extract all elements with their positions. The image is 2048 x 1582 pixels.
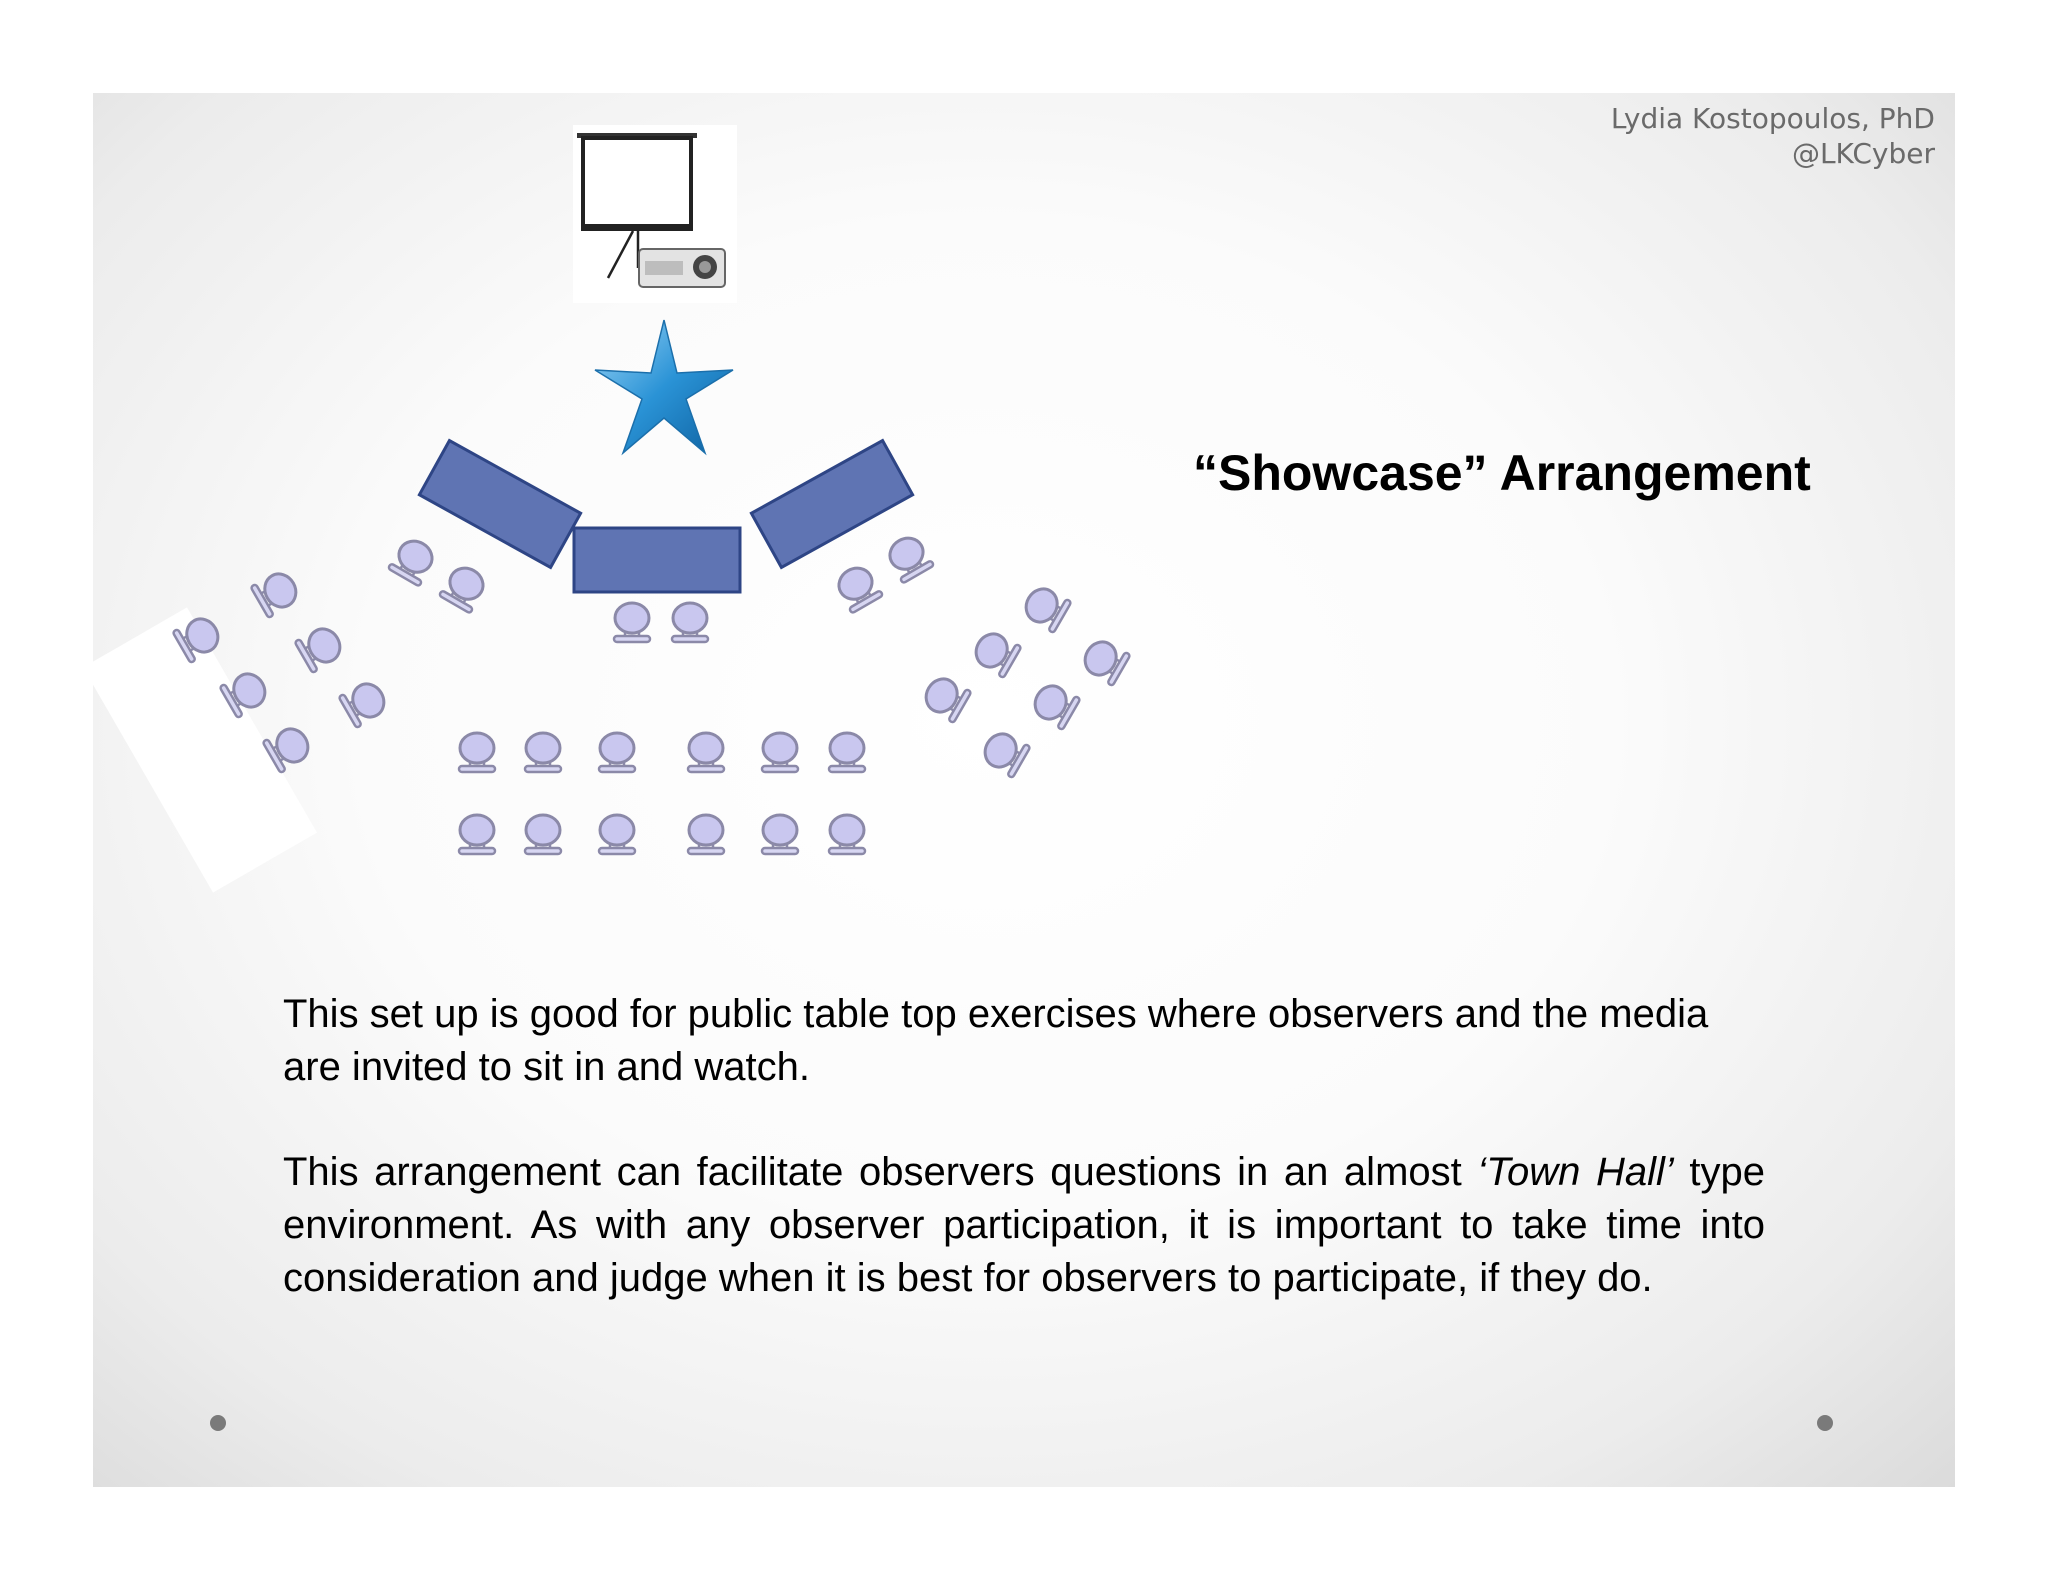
chair-icon (459, 815, 495, 854)
chair-icon (832, 562, 883, 614)
chair-icon (970, 627, 1022, 678)
chair-icon (388, 535, 439, 587)
chair-icon (829, 815, 865, 854)
body-paragraph-1: This set up is good for public table top exercises where observers and the media are invited to sit in and watch. (283, 992, 1709, 1089)
chair-icon (525, 815, 561, 854)
chair-icon (688, 733, 724, 772)
chair-icon (829, 733, 865, 772)
chair-icon (295, 622, 347, 673)
decorative-dot-right (1817, 1415, 1833, 1431)
chair-icon (762, 815, 798, 854)
chair-icon (459, 733, 495, 772)
author-name: Lydia Kostopoulos, PhD (1610, 102, 1935, 135)
chair-icon (251, 567, 303, 618)
chair-icon (339, 677, 391, 728)
slide-title: “Showcase” Arrangement (1193, 445, 1811, 501)
table-right (751, 441, 912, 568)
chair-icon (979, 727, 1031, 778)
chair-icon (599, 733, 635, 772)
paragraph-2-start: This arrangement can facilitate observers questions in an almost (283, 1150, 1478, 1194)
decorative-dot-left (210, 1415, 226, 1431)
star-icon (595, 320, 733, 453)
chair-icon (688, 815, 724, 854)
slide (93, 93, 1955, 1487)
paragraph-2-end: type environment. As with any observer participation, it is important to take time into consideration and judge when it is best for observers to participate, if they do. (283, 1150, 1766, 1300)
chair-icon (614, 603, 650, 642)
chair-icon (1029, 679, 1081, 730)
projector-icon (639, 249, 725, 287)
chair-icon (525, 733, 561, 772)
chair-icon (672, 603, 708, 642)
chair-icon (920, 672, 972, 723)
chair-icon (439, 562, 490, 614)
body-paragraph-2 (283, 1146, 1765, 1305)
chair-icon (1079, 635, 1131, 686)
town-hall-emphasis: ‘Town Hall’ (1477, 1150, 1674, 1194)
table-center (574, 528, 740, 592)
chair-icon (599, 815, 635, 854)
chair-icon (762, 733, 798, 772)
chair-icon (1020, 582, 1072, 633)
table-left (419, 441, 580, 568)
chair-icon (883, 532, 934, 584)
observer-rows (459, 733, 865, 854)
author-handle: @LKCyber (1791, 137, 1935, 170)
